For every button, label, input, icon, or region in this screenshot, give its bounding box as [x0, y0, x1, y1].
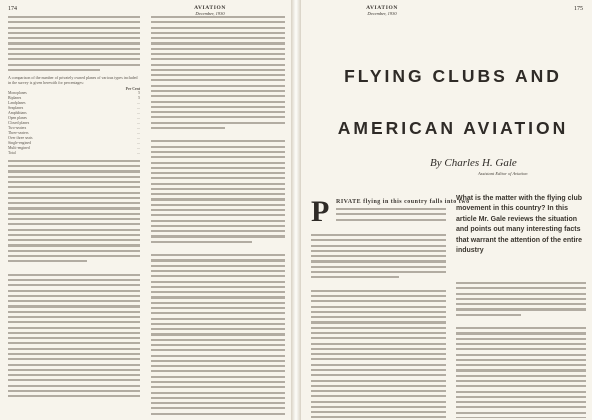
- table-row: Landplanes ...: [8, 100, 140, 105]
- body-text-block: [456, 282, 586, 418]
- article-lead-in: RIVATE flying in this country falls into two: [336, 199, 470, 205]
- table-row: Seaplanes ...: [8, 105, 140, 110]
- left-page-number: 174: [8, 6, 17, 12]
- left-running-head-title: AVIATION: [194, 5, 226, 11]
- table-row: Open planes ...: [8, 115, 140, 120]
- right-running-head-date: December, 1930: [367, 11, 397, 16]
- left-running-head-date: December, 1930: [195, 11, 225, 16]
- article-title-line-1: FLYING CLUBS AND: [344, 66, 562, 86]
- left-column-1: [8, 16, 140, 416]
- table-column-header: Per Cent: [125, 86, 140, 91]
- left-column-2: [151, 16, 285, 416]
- right-running-head-title: AVIATION: [366, 5, 398, 11]
- byline: By Charles H. Gale: [430, 157, 517, 169]
- table-row: Monoplanes 5: [8, 90, 140, 95]
- table-row: Over three seats ...: [8, 135, 140, 140]
- body-text-block: [336, 208, 446, 221]
- body-text-block: [8, 16, 140, 71]
- pull-quote: What is the matter with the flying club movement in this country? In this article Mr. Gale reviews the situation and points out many interesting facts that warrant the attention of the entire industry: [456, 195, 583, 255]
- body-text-block: [8, 160, 140, 397]
- right-column-2: [456, 282, 586, 418]
- page-gutter: [291, 0, 301, 420]
- author-title: Assistant Editor of Aviation: [478, 171, 528, 176]
- table-caption: A comparison of the number of privately owned planes of various types included in the survey is given herewith for percentages:: [8, 74, 138, 85]
- right-running-head: [352, 5, 412, 17]
- right-page-number: 175: [574, 6, 583, 12]
- right-column-1-dropcap-wrap: [336, 208, 446, 232]
- article-title-line-2: AMERICAN AVIATION: [337, 118, 569, 138]
- plane-types-table: [8, 87, 140, 156]
- table-row: Amphibians ...: [8, 110, 140, 115]
- body-text-block: [151, 16, 285, 416]
- plane-types-table-block: [8, 75, 140, 156]
- table-row: Biplanes 5: [8, 95, 140, 100]
- table-row: Single-engined ...: [8, 140, 140, 145]
- right-column-1: [311, 234, 446, 418]
- table-row: Three-seaters ...: [8, 130, 140, 135]
- drop-cap: P: [311, 195, 330, 228]
- body-text-block: [311, 234, 446, 418]
- table-row: Total ...: [8, 150, 140, 155]
- table-row: Multi-engined ...: [8, 145, 140, 150]
- table-row: Two-seaters ...: [8, 125, 140, 130]
- table-row: Closed planes ...: [8, 120, 140, 125]
